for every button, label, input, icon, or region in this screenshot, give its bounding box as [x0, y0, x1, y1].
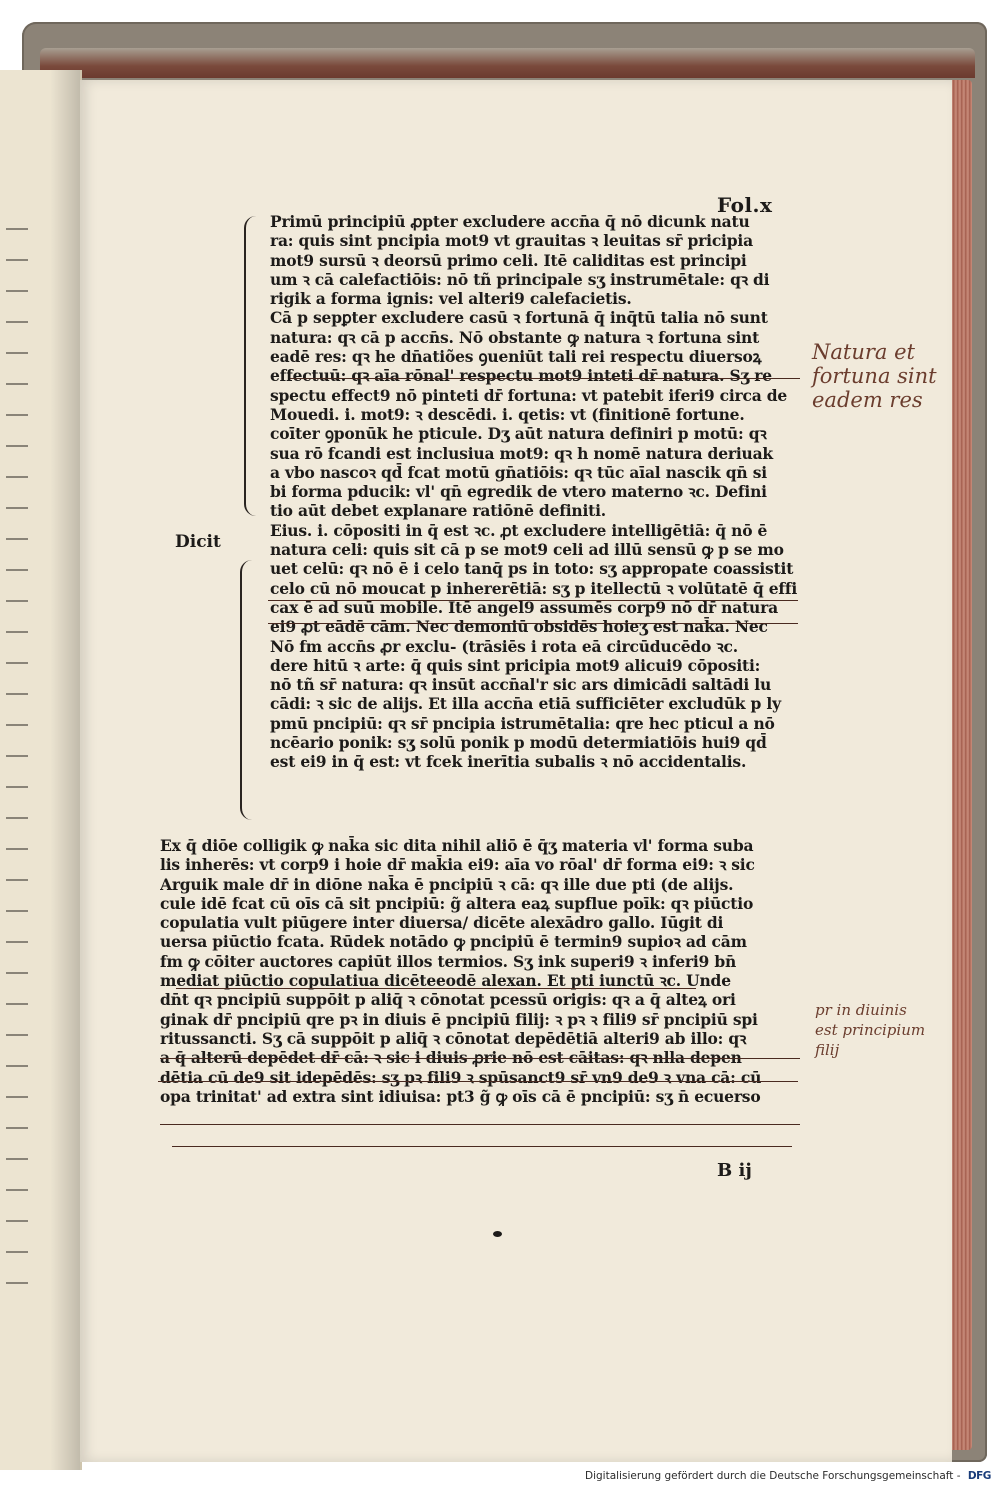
- gutter-shadow: [50, 70, 80, 1470]
- credit-text: Digitalisierung gefördert durch die Deutsche Forschungsgemeinschaft -: [585, 1470, 961, 1482]
- page-edge-red: [950, 80, 972, 1450]
- text-line: lis inherēs: vt corp9 i hoie dr̄ mak̄ia ei9: aīa vo rōal' dr̄ forma ei9: ꝛ sic: [160, 855, 755, 875]
- ink-dot: [493, 1231, 502, 1237]
- signature-mark: B ij: [717, 1160, 752, 1181]
- ink-bracket-lower: [240, 560, 252, 820]
- ink-underline: [290, 378, 800, 379]
- ink-bracket-upper: [244, 216, 256, 516]
- text-line: um ꝛ cā calefactiōis: nō tñ principale sʒ instrumētale: qꝛ di: [270, 269, 770, 289]
- ink-underline: [176, 988, 696, 989]
- gutter-word: Dicit: [175, 532, 221, 552]
- text-line: cax ē ad suū mobile. Itē angel9 assumēs corp9 nō dr̄ natura: [270, 597, 778, 617]
- margin-annotation-lower: [815, 1000, 925, 1060]
- text-line: Arguik male dr̄ in diōne nak̄a ē pncipiū ꝛ cā: qꝛ ille due pti (de alijs.: [160, 874, 734, 894]
- ink-underline: [172, 1146, 792, 1147]
- text-line: a q̄ alterū depēdet dr̄ cā: ꝛ sic i diuis ꝓrie nō est cāitas: qꝛ nlla depen: [160, 1048, 742, 1068]
- ink-underline: [268, 623, 798, 624]
- ink-underline: [160, 1124, 800, 1125]
- text-line: opa trinitat' ad extra sint idiuisa: pt3 g̃ ꝙ oīs cā ē pncipiū: sʒ n̄ ecuerso: [160, 1086, 761, 1106]
- text-line: uet celū: qꝛ nō ē i celo tanq̄ ps in toto: sʒ appropate coassistit: [270, 559, 794, 579]
- text-line: Cā p sepꝑter excludere casū ꝛ fortunā q̄ inq̄tū talia nō sunt: [270, 308, 768, 328]
- text-line: natura: qꝛ cā p accn̄s. Nō obstante ꝙ natura ꝛ fortuna sint: [270, 327, 760, 347]
- text-line: natura celi: quis sit cā p se mot9 celi ad illū sensū ꝙ p se mo: [270, 540, 784, 560]
- text-line: Nō fm accn̄s ꝓr exclu- (trāsiēs i rota eā circūducēdo ꝛc.: [270, 636, 738, 656]
- text-line: Ex q̄ diōe colligik ꝙ nak̄a sic dita nihil aliō ē q̄ʒ materia vl' forma suba: [160, 836, 754, 855]
- text-line: mot9 sursū ꝛ deorsū primo celi. Itē caliditas est principi: [270, 250, 747, 270]
- annotation-line: pr in diuinis: [815, 1001, 907, 1019]
- text-line: effectuū: qꝛ aīa rōnal' respectu mot9 inteti dr̄ natura. Sʒ re: [270, 366, 772, 386]
- dfg-logo: DFG: [967, 1470, 991, 1482]
- ink-underline: [268, 600, 798, 601]
- digitization-credit: [585, 1470, 991, 1482]
- annotation-line: eadem res: [812, 388, 923, 412]
- left-facing-page: [0, 70, 82, 1470]
- folio-number: Fol.x: [717, 193, 773, 217]
- text-line: celo cū nō moucat p inhererētiā: sʒ p itellectū ꝛ volūtatē q̄ effi: [270, 578, 798, 598]
- lower-text-column: [160, 836, 800, 1106]
- ink-underline: [158, 1081, 798, 1082]
- text-line: nō tñ sr̄ natura: qꝛ insūt accn̄al'r sic ars dimicādi saltādi lu: [270, 675, 772, 695]
- text-line: Eius. i. cōpositi in q̄ est ꝛc. ꝓt excludere intelligētiā: q̄ nō ē: [270, 520, 768, 540]
- text-line: est ei9 in q̄ est: vt fcek inerītia subalis ꝛ nō accidentalis.: [270, 752, 747, 772]
- text-line: coīter ꝯponūk he pticule. Dʒ aūt natura definiri p motū: qꝛ: [270, 424, 767, 444]
- text-line: dētia cū de9 sit idepēdēs: sʒ pꝛ fili9 ꝛ spūsanct9 sr̄ vn9 de9 ꝛ vna cā: cū: [160, 1067, 762, 1087]
- text-line: uersa piūctio fcata. Rūdek notādo ꝙ pncipiū ē termin9 supioꝛ ad cām: [160, 932, 747, 952]
- text-line: cādi: ꝛ sic de alijs. Et illa accn̄a etiā sufficiēter excludūk p ly: [270, 694, 781, 714]
- text-line: fm ꝙ cōiter auctores capiūt illos termios. Sʒ ink superi9 ꝛ inferi9 bn̄: [160, 951, 737, 971]
- annotation-line: est principium: [815, 1021, 926, 1039]
- annotation-line: Natura et: [812, 340, 915, 364]
- text-line: rigik a forma ignis: vel alteri9 calefacietis.: [270, 289, 632, 309]
- text-line: ritussancti. Sʒ cā suppōit p aliq̄ ꝛ cōnotat depēdētiā alteri9 ab illo: qꝛ: [160, 1028, 747, 1048]
- left-page-text-fragments: [6, 210, 28, 1310]
- text-line: ncēario ponik: sʒ solū ponik p modū determiatiōis hui9 qd̄: [270, 733, 767, 753]
- text-line: cule idē fcat cū oīs cā sit pncipiū: g̃ altera eaꝝ supflue poīk: qꝛ piūctio: [160, 893, 754, 913]
- margin-annotation-upper: [812, 340, 937, 412]
- text-line: a vbo nascoꝛ qd̄ fcat motū gn̄atiōis: qꝛ tūc aīal nascik qn̄ si: [270, 462, 767, 482]
- book-top-edge: [40, 48, 975, 78]
- text-line: dn̄t qꝛ pncipiū suppōit p aliq̄ ꝛ cōnotat pcessū origis: qꝛ a q̄ alteꝝ ori: [160, 990, 736, 1010]
- text-line: eadē res: qꝛ he dn̄atiões ꝯueniūt tali rei respectu diuersoꝝ: [270, 347, 762, 367]
- main-text-column: [270, 212, 815, 772]
- text-line: bi forma pducik: vl' qn̄ egredik de vtero materno ꝛc. Defini: [270, 482, 767, 502]
- text-line: Primū principiū ꝓpter excludere accn̄a q̄ nō dicunk natu: [270, 212, 750, 231]
- text-line: tio aūt debet explanare ratiōnē definiti.: [270, 501, 606, 521]
- text-line: spectu effect9 nō pinteti dr̄ fortuna: vt patebit iferi9 circa de: [270, 385, 788, 405]
- text-line: mediat piūctio copulatiua dicēteeodē alexan. Et pti iunctū ꝛc. Unde: [160, 971, 731, 991]
- ink-underline: [160, 1058, 800, 1059]
- text-line: ginak dr̄ pncipiū qre pꝛ in diuis ē pncipiū filij: ꝛ pꝛ ꝛ fili9 sr̄ pncipiū spi: [160, 1009, 758, 1029]
- annotation-line: fortuna sint: [812, 364, 937, 388]
- annotation-line: filij: [815, 1041, 840, 1059]
- text-line: pmū pncipiū: qꝛ sr̄ pncipia istrumētalia: qre hec pticul a nō: [270, 713, 775, 733]
- text-line: dere hitū ꝛ arte: q̄ quis sint pricipia mot9 alicui9 cōpositi:: [270, 655, 761, 675]
- text-line: copulatia vult piūgere inter diuersa/ dicēte alexādro gallo. Iūgit di: [160, 913, 724, 933]
- text-line: ei9 ꝓt eādē cām. Nec demoniū obsidēs hoieʒ est nak̄a. Nec: [270, 617, 768, 637]
- text-line: sua rō fcandi est inclusiua mot9: qꝛ h nomē natura deriuak: [270, 443, 773, 463]
- text-line: Mouedi. i. mot9: ꝛ descēdi. i. qetis: vt (finitionē fortune.: [270, 404, 745, 424]
- text-line: ra: quis sint pncipia mot9 vt grauitas ꝛ leuitas sr̄ pricipia: [270, 231, 753, 251]
